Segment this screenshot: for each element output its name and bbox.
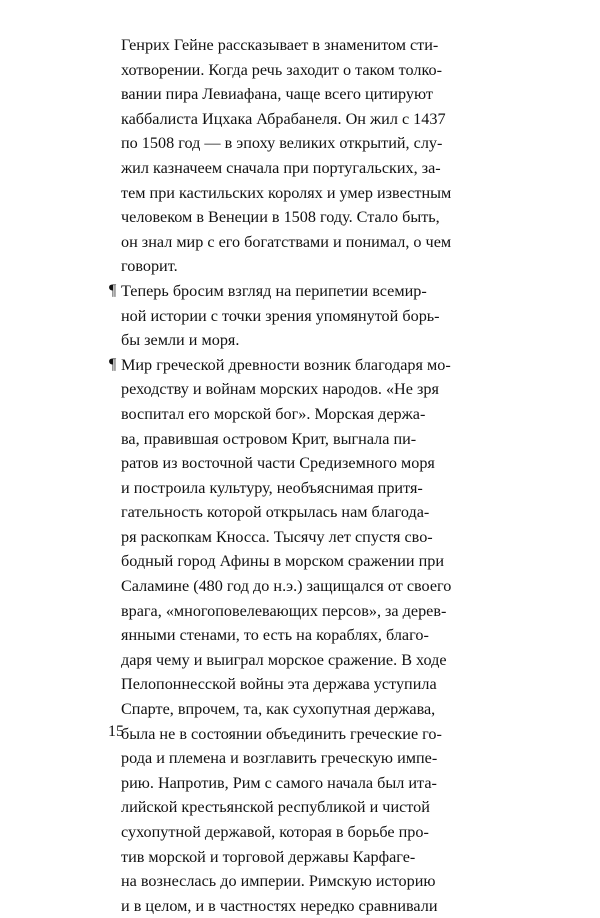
text-line [121,205,458,230]
line-text: и построила культуру, необъяснимая притя- [121,478,423,497]
text-line [121,254,458,279]
line-text: на вознеслась до империи. Римскую историю [121,872,436,891]
line-text: Теперь бросим взгляд на перипетии всемир- [121,281,427,300]
text-line [121,33,458,58]
line-text: и в целом, и в частностях нередко сравнивали [121,896,438,915]
text-line [121,894,458,918]
line-text: Мир греческой древности возник благодаря мо- [121,355,451,374]
line-text: человеком в Венеции в 1508 году. Стало быть, [121,208,440,227]
line-text: тив морской и торговой державы Карфаге- [121,847,416,866]
text-line [121,131,458,156]
line-text: говорит. [121,257,178,276]
pilcrow-icon: ¶ [109,281,117,299]
line-text: даря чему и выиграл морское сражение. В ходе [121,650,447,669]
text-line [121,377,458,402]
line-text: Спарте, впрочем, та, как сухопутная держава, [121,700,436,719]
text-line [121,525,458,550]
line-text: вании пира Левиафана, чаще всего цитируют [121,85,433,104]
text-line [121,476,458,501]
text-line [121,156,458,181]
text-line [109,279,458,304]
body-text [109,33,458,918]
text-line [121,549,458,574]
text-line [121,771,458,796]
text-line [121,697,458,722]
line-text: лийской крестьянской республикой и чистой [121,798,430,817]
pilcrow-icon: ¶ [109,355,117,373]
text-line [121,599,458,624]
text-line [121,107,458,132]
text-line [121,820,458,845]
line-text: ратов из восточной части Средиземного моря [121,454,435,473]
text-line [121,574,458,599]
text-line [121,82,458,107]
text-line [121,304,458,329]
line-text: жил казначеем сначала при португальских, за- [121,158,441,177]
text-line [121,451,458,476]
line-text: тем при кастильских королях и умер известным [121,183,452,202]
line-text: каббалиста Ицхака Абрабанеля. Он жил с 1437 [121,109,446,128]
text-line [121,672,458,697]
line-text: Генрих Гейне рассказывает в знаменитом сти- [121,36,439,54]
text-line [121,795,458,820]
line-text: янными стенами, то есть на кораблях, благо- [121,626,429,645]
text-line [121,722,458,747]
line-text: бы земли и моря. [121,331,240,350]
text-line [121,500,458,525]
text-line [109,353,458,378]
text-line [121,623,458,648]
page-number: 15 [108,723,124,740]
line-text: гательность которой открылась нам благода- [121,503,430,522]
line-text: ря раскопкам Кносса. Тысячу лет спустя сво- [121,527,433,546]
line-text: рию. Напротив, Рим с самого начала был ита- [121,773,437,792]
text-line [121,328,458,353]
line-text: ной истории с точки зрения упомянутой борь- [121,306,440,325]
text-line [121,181,458,206]
line-text: была не в состоянии объединить греческие го- [121,724,442,743]
line-text: хотворении. Когда речь заходит о таком толко- [121,60,443,79]
line-text: сухопутной державой, которая в борьбе про- [121,823,429,841]
text-line [121,845,458,870]
line-text: реходству и войнам морских народов. «Не зря [121,380,439,399]
text-line [121,402,458,427]
line-text: он знал мир с его богатствами и понимал, о чем [121,232,452,251]
line-text: рода и племена и возглавить греческую импе- [121,749,438,768]
line-text: Пелопоннесской войны эта держава уступила [121,675,437,694]
text-line [121,58,458,83]
line-text: ва, правившая островом Крит, выгнала пи- [121,429,417,448]
line-text: бодный город Афины в морском сражении при [121,552,444,571]
line-text: врага, «многоповелевающих персов», за дерев- [121,601,447,620]
text-line [121,869,458,894]
line-text: Саламине (480 год до н.э.) защищался от своего [121,577,452,596]
text-line [121,648,458,673]
text-line [121,746,458,771]
text-line [121,427,458,452]
line-text: воспитал его морской бог». Морская держа- [121,404,426,423]
line-text: по 1508 год — в эпоху великих открытий, слу- [121,134,443,153]
text-line [121,230,458,255]
